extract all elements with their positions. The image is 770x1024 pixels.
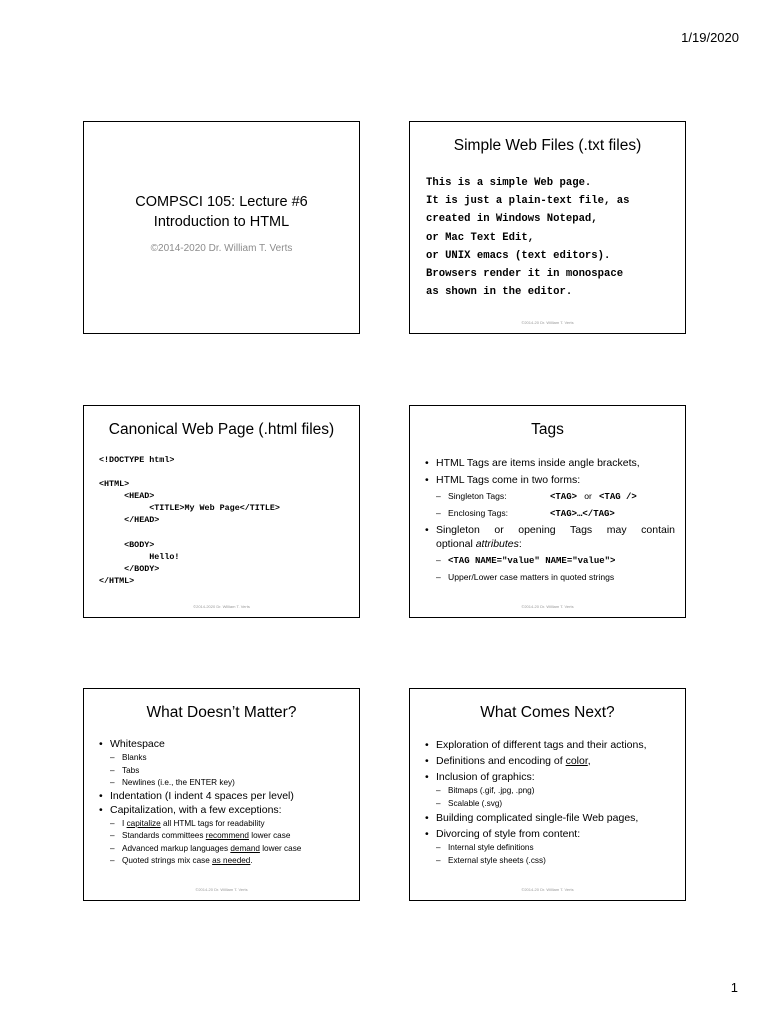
slide-simple-web-files: [409, 121, 686, 334]
sub-bullet-item: – Tabs: [110, 765, 140, 775]
slide-canonical-web-page: [83, 405, 360, 618]
slide-title-lecture: [83, 121, 360, 334]
mono-line: It is just a plain-text file, as: [426, 195, 630, 208]
slide-heading: Canonical Web Page (.html files): [108, 421, 335, 438]
bullet-list: [98, 738, 349, 868]
mono-line: or Mac Text Edit,: [426, 231, 535, 244]
code-line: <HEAD>: [99, 491, 155, 502]
sub-bullet-item: – Bitmaps (.gif, .jpg, .png): [436, 786, 535, 795]
code-line: </BODY>: [99, 563, 160, 574]
slide-what-doesnt-matter: [83, 688, 360, 901]
lecture-number: COMPSCI 105: Lecture #6: [135, 194, 308, 210]
sub-bullet-item: – Scalable (.svg): [436, 798, 503, 808]
code-line: </HTML>: [99, 575, 135, 586]
mono-line: created in Windows Notepad,: [426, 213, 598, 226]
slide-heading: What Doesn’t Matter?: [146, 704, 297, 721]
sub-bullet-item: – Enclosing Tags: <TAG>…</TAG>: [436, 507, 615, 519]
bullet-list: [424, 739, 675, 867]
slide-footer: ©2014-2020 Dr. William T. Verts: [193, 604, 250, 609]
bullet-item: • HTML Tags come in two forms:: [424, 473, 675, 487]
sub-bullet-item: – <TAG NAME="value" NAME="value">: [436, 555, 616, 566]
slide-footer: ©2014-20 Dr. William T. Verts: [521, 604, 574, 609]
code-line: <!DOCTYPE html>: [99, 455, 175, 465]
attribute-example: <TAG NAME="value" NAME="value">: [448, 556, 616, 566]
enclosing-label: Enclosing Tags:: [448, 507, 509, 518]
slide-heading: What Comes Next?: [480, 704, 615, 721]
mono-line: Browsers render it in monospace: [426, 268, 624, 281]
bullet-item: • Indentation (I indent 4 spaces per level): [98, 790, 349, 803]
slide-footer: ©2014-20 Dr. William T. Verts: [521, 887, 574, 892]
bullet-item: • Inclusion of graphics:: [424, 771, 675, 784]
code-line: <TITLE>My Web Page</TITLE>: [99, 503, 280, 514]
code-line: Hello!: [99, 551, 180, 562]
slide-footer: ©2014-20 Dr. William T. Verts: [521, 320, 574, 325]
sub-bullet-item: – Singleton Tags: <TAG> or <TAG />: [436, 491, 637, 502]
sub-bullet-item: – Upper/Lower case matters in quoted strings: [436, 571, 615, 582]
html-code-sample: [99, 454, 280, 587]
bullet-item: • Exploration of different tags and their actions,: [424, 739, 675, 752]
sub-bullet-item: – Advanced markup languages demand lower case: [110, 843, 302, 853]
slide-tags: [409, 405, 686, 618]
code-line: [99, 527, 280, 539]
plain-text-sample: [426, 174, 629, 301]
bullet-text-line: • Singleton or opening Tags may contain: [436, 524, 675, 536]
sub-bullet-item: – Newlines (i.e., the ENTER key): [110, 778, 235, 787]
bullet-item: • Definitions and encoding of color,: [424, 755, 675, 768]
sub-bullet-item: – I capitalize all HTML tags for readability: [110, 818, 265, 828]
page-date: 1/19/2020: [681, 30, 739, 45]
page-number: 1: [730, 980, 738, 995]
bullet-item: • Whitespace: [98, 738, 349, 751]
singleton-label: Singleton Tags:: [448, 491, 507, 501]
bullet-text-line: optional attributes:: [436, 538, 522, 550]
bullet-list: [424, 456, 675, 586]
singleton-tag: <TAG>: [550, 492, 578, 502]
or-text: or: [584, 491, 592, 501]
lecture-topic: Introduction to HTML: [153, 214, 290, 230]
enclosing-tags: <TAG>…</TAG>: [550, 508, 615, 519]
mono-line: as shown in the editor.: [426, 286, 573, 299]
bullet-item: [424, 523, 675, 551]
bullet-item: • Divorcing of style from content:: [424, 828, 675, 841]
slide-heading: Simple Web Files (.txt files): [453, 137, 642, 154]
slide-heading: Tags: [531, 421, 564, 438]
mono-line: or UNIX emacs (text editors).: [426, 249, 611, 262]
copyright-notice: ©2014-2020 Dr. William T. Verts: [150, 243, 293, 254]
attributes-term: attributes: [475, 538, 519, 550]
code-line: <BODY>: [99, 539, 155, 550]
cover-text: [84, 192, 359, 254]
bullet-item: • Building complicated single-file Web pages,: [424, 812, 675, 825]
code-line: </HEAD>: [99, 515, 160, 526]
self-closing-tag: <TAG />: [599, 492, 637, 502]
code-line: <HTML>: [99, 479, 130, 490]
sub-bullet-item: – External style sheets (.css): [436, 855, 546, 865]
sub-bullet-item: – Internal style definitions: [436, 843, 534, 852]
case-note: Upper/Lower case matters in quoted strings: [448, 571, 615, 582]
mono-line: This is a simple Web page.: [426, 177, 592, 189]
code-line: [99, 466, 280, 478]
bullet-item: • Capitalization, with a few exceptions:: [98, 804, 349, 817]
bullet-item: • HTML Tags are items inside angle brackets,: [424, 456, 675, 470]
sub-bullet-item: – Quoted strings mix case as needed.: [110, 856, 253, 865]
sub-bullet-item: – Blanks: [110, 753, 147, 762]
slide-what-comes-next: [409, 688, 686, 901]
slide-footer: ©2014-20 Dr. William T. Verts: [195, 887, 248, 892]
sub-bullet-item: – Standards committees recommend lower case: [110, 831, 291, 840]
